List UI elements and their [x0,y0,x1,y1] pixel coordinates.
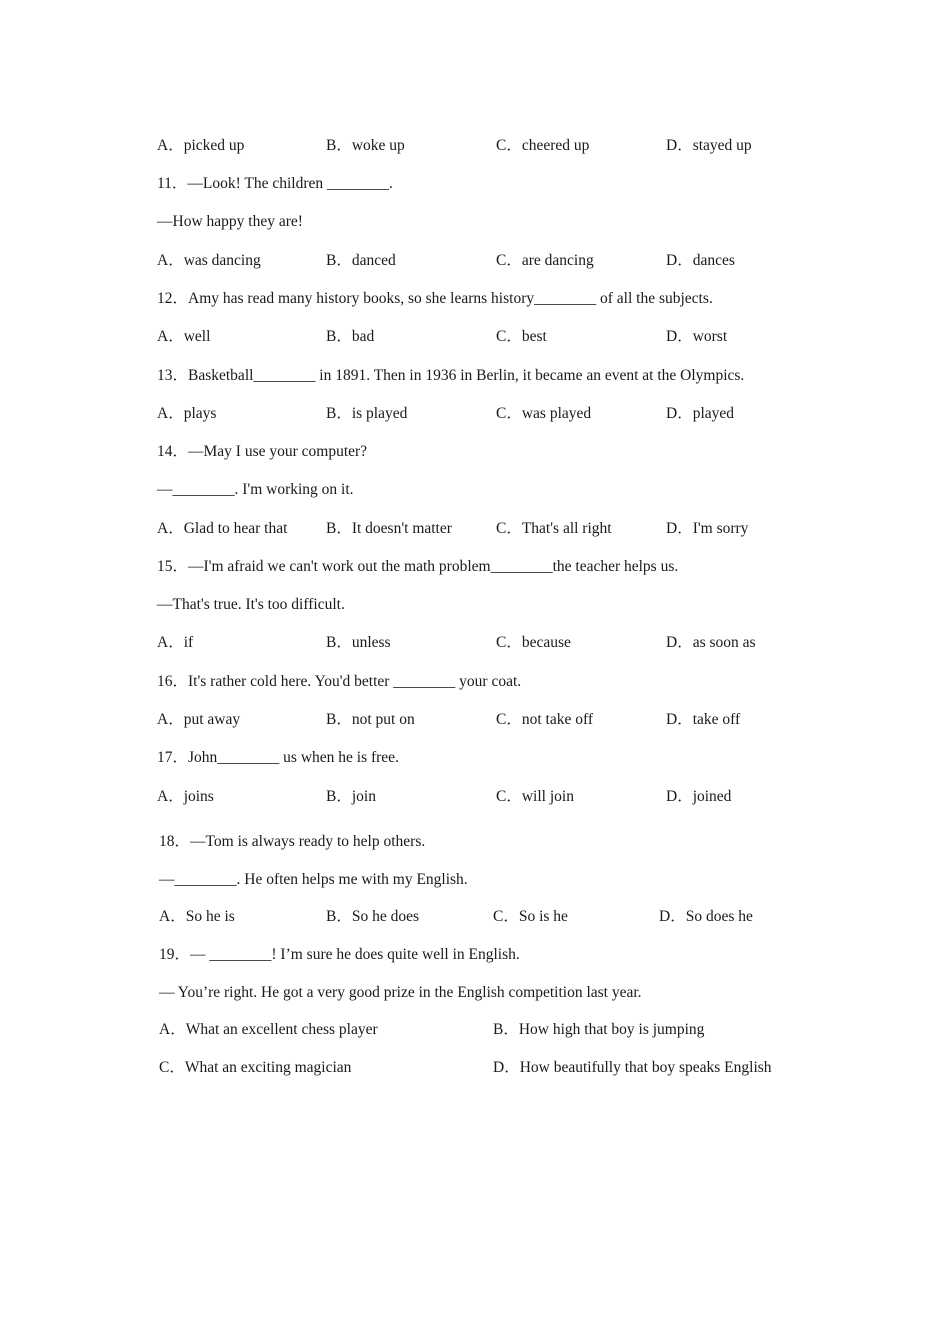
q17-option-b: B．join [326,788,376,805]
q17-stem: 17．John________ us when he is free. [157,749,399,766]
q15-stem: 15．—I'm afraid we can't work out the math problem________the teacher helps us. [157,558,679,575]
q13-option-d: D．played [666,405,735,422]
q16-option-b: B．not put on [326,711,415,728]
q19-stem: 19．— ________! I’m sure he does quite well in English. [159,946,520,963]
q13-stem: 13．Basketball________ in 1891. Then in 1936 in Berlin, it became an event at the Olympics. [157,367,745,384]
q14-stem: 14．—May I use your computer? [157,443,368,460]
q11-reply: —How happy they are! [157,213,303,230]
q18-reply: —________. He often helps me with my English. [159,871,468,888]
q11-option-a: A．was dancing [157,252,261,269]
q18-option-a: A．So he is [159,908,235,925]
q11-option-c: C．are dancing [496,252,594,269]
q17-option-a: A．joins [157,788,214,805]
q10-option-a: A．picked up [157,137,245,154]
q15-option-b: B．unless [326,634,391,651]
q12-option-d: D．worst [666,328,728,345]
q19-option-d: D．How beautifully that boy speaks English [493,1059,772,1076]
q16-stem: 16．It's rather cold here. You'd better ________ your coat. [157,673,522,690]
q12-option-a: A．well [157,328,211,345]
q10-option-b: B．woke up [326,137,405,154]
q14-option-c: C．That's all right [496,520,612,537]
q17-option-d: D．joined [666,788,732,805]
q17-option-c: C．will join [496,788,574,805]
q16-option-c: C．not take off [496,711,594,728]
q12-option-b: B．bad [326,328,375,345]
q14-reply: —________. I'm working on it. [157,481,354,498]
q11-stem: 11．—Look! The children ________. [157,175,393,192]
q15-reply: —That's true. It's too difficult. [157,596,345,613]
q18-stem: 18．—Tom is always ready to help others. [159,833,426,850]
q10-option-c: C．cheered up [496,137,590,154]
q12-option-c: C．best [496,328,547,345]
q18-option-c: C．So is he [493,908,568,925]
q14-option-b: B．It doesn't matter [326,520,452,537]
q14-option-a: A．Glad to hear that [157,520,288,537]
q19-option-c: C．What an exciting magician [159,1059,352,1076]
q16-option-d: D．take off [666,711,741,728]
q13-option-b: B．is played [326,405,408,422]
q19-option-a: A．What an excellent chess player [159,1021,378,1038]
q15-option-c: C．because [496,634,571,651]
q13-option-a: A．plays [157,405,217,422]
q15-option-a: A．if [157,634,194,651]
q15-option-d: D．as soon as [666,634,756,651]
q19-option-b: B．How high that boy is jumping [493,1021,705,1038]
q18-option-b: B．So he does [326,908,420,925]
q14-option-d: D．I'm sorry [666,520,749,537]
q16-option-a: A．put away [157,711,241,728]
q11-option-d: D．dances [666,252,735,269]
q11-option-b: B．danced [326,252,396,269]
q12-stem: 12．Amy has read many history books, so she learns history________ of all the subjects. [157,290,713,307]
q10-option-d: D．stayed up [666,137,752,154]
q18-option-d: D．So does he [659,908,753,925]
q19-reply: — You’re right. He got a very good prize in the English competition last year. [159,984,642,1001]
q13-option-c: C．was played [496,405,592,422]
